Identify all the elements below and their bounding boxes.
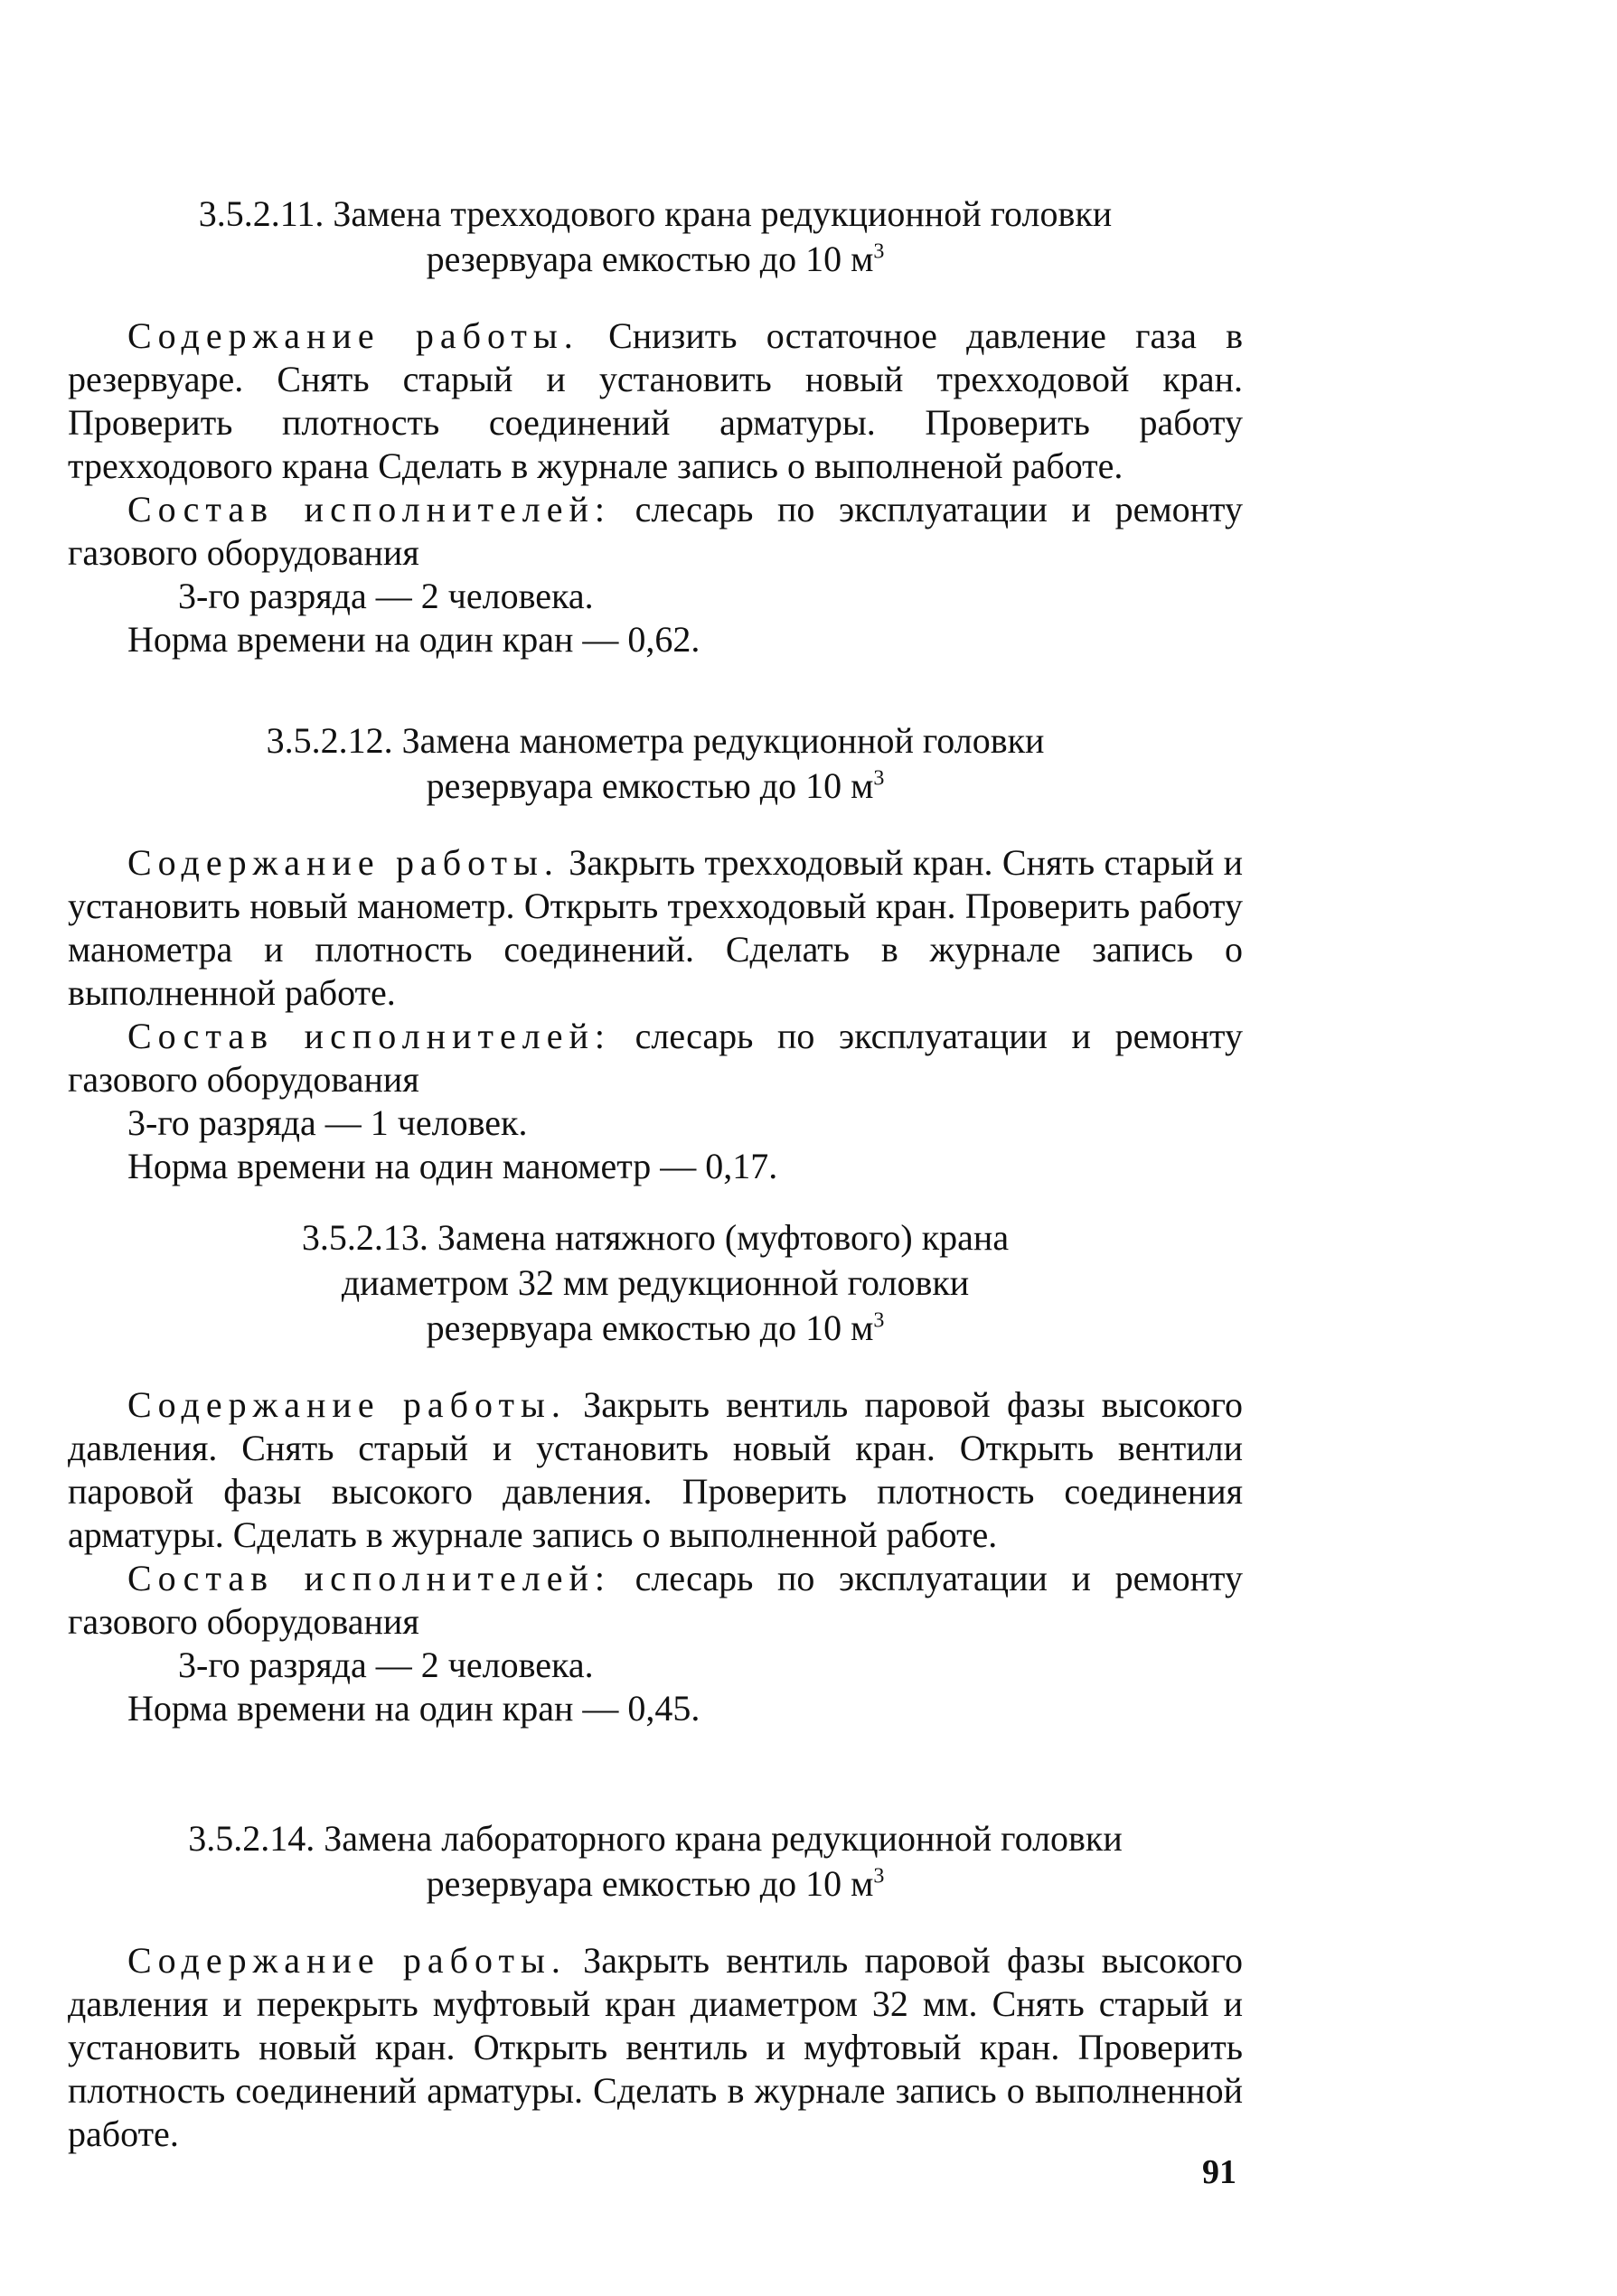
section-3-5-2-14 bbox=[68, 1816, 1243, 2156]
section-body bbox=[68, 314, 1243, 661]
title-line bbox=[68, 764, 1243, 809]
unit-superscript: 3 bbox=[873, 239, 885, 264]
section-title bbox=[68, 192, 1243, 282]
staff-lead: Состав исполнителей: bbox=[127, 489, 611, 529]
section-title bbox=[68, 718, 1243, 809]
content-lead: Содержание работы. bbox=[127, 842, 559, 883]
grade-line: 3-го разряда — 2 человека. bbox=[178, 1645, 594, 1685]
unit-superscript: 3 bbox=[873, 1864, 885, 1888]
norm-line: Норма времени на один кран — 0,62. bbox=[127, 619, 700, 660]
title-line: 3.5.2.12. Замена манометра редукционной головки bbox=[266, 720, 1045, 761]
unit-superscript: 3 bbox=[873, 766, 885, 791]
section-3-5-2-11 bbox=[68, 192, 1243, 661]
title-line-text: резервуара емкостью до 10 м bbox=[426, 239, 874, 279]
page-number: 91 bbox=[1202, 2153, 1236, 2191]
content-lead: Содержание работы. bbox=[127, 1940, 567, 1981]
title-line: диаметром 32 мм редукционной головки bbox=[341, 1262, 970, 1303]
section-body bbox=[68, 841, 1243, 1188]
content-paragraph bbox=[68, 841, 1243, 1015]
title-line bbox=[68, 1306, 1243, 1351]
staff-text: слесарь по эксплуатации и ремонту газового оборудования bbox=[68, 489, 1243, 573]
section-3-5-2-13 bbox=[68, 1215, 1243, 1730]
content-lead: Содержание работы. bbox=[127, 315, 579, 356]
staff-paragraph bbox=[68, 488, 1243, 575]
title-line: 3.5.2.13. Замена натяжного (муфтового) крана bbox=[301, 1217, 1010, 1258]
staff-paragraph bbox=[68, 1015, 1243, 1101]
norm-line: Норма времени на один манометр — 0,17. bbox=[127, 1146, 778, 1186]
content-paragraph bbox=[68, 1383, 1243, 1557]
title-line-text: резервуара емкостью до 10 м bbox=[426, 1863, 874, 1904]
title-line: 3.5.2.14. Замена лабораторного крана редукционной головки bbox=[188, 1818, 1123, 1859]
section-title bbox=[68, 1215, 1243, 1351]
unit-superscript: 3 bbox=[873, 1308, 885, 1333]
content-paragraph bbox=[68, 1939, 1243, 2156]
section-3-5-2-12 bbox=[68, 718, 1243, 1188]
staff-text: слесарь по эксплуатации и ремонту газового оборудования bbox=[68, 1016, 1243, 1100]
content-text: Закрыть вентиль паровой фазы высокого давления. Снять старый и установить новый кран. Открыть вентили паровой фазы высокого давления. Проверить плотность соединения арматуры. Сделать в журнале запись о выполненной работе. bbox=[68, 1384, 1243, 1555]
staff-text: слесарь по эксплуатации и ремонту газового оборудования bbox=[68, 1558, 1243, 1642]
content-lead: Содержание работы. bbox=[127, 1384, 567, 1425]
section-body bbox=[68, 1939, 1243, 2156]
norm-line: Норма времени на один кран — 0,45. bbox=[127, 1688, 700, 1729]
content-paragraph bbox=[68, 314, 1243, 488]
staff-paragraph bbox=[68, 1557, 1243, 1644]
content-text: Закрыть трехходовый кран. Снять старый и установить новый манометр. Открыть трехходовый кран. Проверить работу манометра и плотность соединений. Сделать в журнале запись о выполненной работе. bbox=[68, 842, 1244, 1013]
staff-lead: Состав исполнителей: bbox=[127, 1016, 611, 1056]
section-title bbox=[68, 1816, 1243, 1907]
grade-line: 3-го разряда — 2 человека. bbox=[178, 576, 594, 616]
staff-lead: Состав исполнителей: bbox=[127, 1558, 611, 1598]
section-body bbox=[68, 1383, 1243, 1730]
grade-line: 3-го разряда — 1 человек. bbox=[127, 1102, 528, 1143]
title-line-text: резервуара емкостью до 10 м bbox=[426, 1307, 874, 1348]
content-text: Закрыть вентиль паровой фазы высокого давления и перекрыть муфтовый кран диаметром 32 мм. Снять старый и установить новый кран. Открыть вентиль и муфтовый кран. Проверить плотность соединений арматуры. Сделать в журнале запись о выполненной работе. bbox=[68, 1940, 1243, 2154]
title-line bbox=[68, 1861, 1243, 1907]
content-text: Снизить остаточное давление газа в резервуаре. Снять старый и установить новый трехходовой кран. Проверить плотность соединений арматуры. Проверить работу трехходового крана Сделать в журнале запись о выполненой работе. bbox=[68, 315, 1244, 486]
title-line bbox=[68, 237, 1243, 282]
title-line-text: резервуара емкостью до 10 м bbox=[426, 765, 874, 806]
title-line: 3.5.2.11. Замена трехходового крана редукционной головки bbox=[198, 193, 1113, 234]
